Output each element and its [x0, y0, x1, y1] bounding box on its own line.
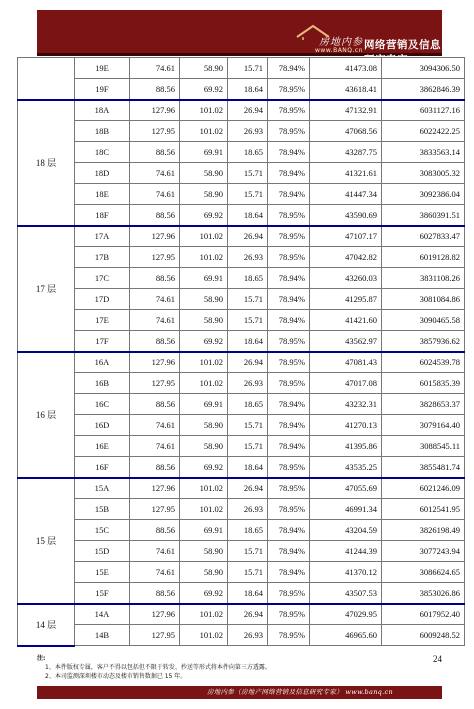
value-cell: 3083005.32: [382, 163, 465, 184]
table-row: [18, 58, 465, 79]
value-cell: 18.64: [228, 583, 268, 604]
value-cell: 58.90: [180, 436, 228, 457]
value-cell: 3079164.40: [382, 415, 465, 436]
value-cell: 6009248.52: [382, 625, 465, 646]
header-title: 网络营销及信息研究专家: [364, 39, 441, 66]
table-row: [18, 121, 465, 142]
value-cell: 78.95%: [268, 457, 310, 478]
table-row: [18, 604, 465, 625]
unit-cell: 16C: [75, 394, 130, 415]
floor-label: 15 层: [18, 478, 75, 604]
value-cell: 3094306.50: [382, 58, 465, 79]
unit-cell: 18F: [75, 205, 130, 226]
value-cell: 3092386.04: [382, 184, 465, 205]
value-cell: 78.94%: [268, 58, 310, 79]
value-cell: 3090465.58: [382, 310, 465, 331]
value-cell: 41370.12: [310, 562, 382, 583]
unit-cell: 16B: [75, 373, 130, 394]
value-cell: 78.94%: [268, 163, 310, 184]
value-cell: 46991.34: [310, 499, 382, 520]
value-cell: 78.94%: [268, 394, 310, 415]
value-cell: 78.95%: [268, 331, 310, 352]
unit-cell: 17E: [75, 310, 130, 331]
value-cell: 88.56: [130, 520, 180, 541]
unit-cell: 17A: [75, 226, 130, 247]
value-cell: 47132.91: [310, 100, 382, 121]
value-cell: 78.95%: [268, 100, 310, 121]
value-cell: 3831108.26: [382, 268, 465, 289]
value-cell: 78.95%: [268, 478, 310, 499]
value-cell: 69.92: [180, 331, 228, 352]
value-cell: 78.94%: [268, 541, 310, 562]
floor-label: 18 层: [18, 100, 75, 226]
value-cell: 15.71: [228, 562, 268, 583]
value-cell: 78.95%: [268, 625, 310, 646]
value-cell: 78.95%: [268, 226, 310, 247]
notes-line-1: 1、本件版权专属，客户不得以包括但不限于转发、抄送等形式将本件向第三方透露。: [45, 664, 271, 671]
value-cell: 3853026.86: [382, 583, 465, 604]
value-cell: 78.95%: [268, 121, 310, 142]
unit-cell: 17D: [75, 289, 130, 310]
value-cell: 69.91: [180, 142, 228, 163]
value-cell: 26.93: [228, 121, 268, 142]
value-cell: 58.90: [180, 289, 228, 310]
value-cell: 18.65: [228, 394, 268, 415]
value-cell: 15.71: [228, 58, 268, 79]
unit-cell: 16F: [75, 457, 130, 478]
table-row: [18, 268, 465, 289]
value-cell: 74.61: [130, 184, 180, 205]
value-cell: 41447.34: [310, 184, 382, 205]
table-row: [18, 394, 465, 415]
unit-cell: 15A: [75, 478, 130, 499]
value-cell: 3828653.37: [382, 394, 465, 415]
value-cell: 74.61: [130, 163, 180, 184]
notes-line-2: 2、本司监测深圳楼市动态及楼市销售数据已 15 年。: [45, 673, 187, 680]
value-cell: 101.02: [180, 121, 228, 142]
value-cell: 88.56: [130, 331, 180, 352]
value-cell: 101.02: [180, 604, 228, 625]
table-row: [18, 436, 465, 457]
table-row: [18, 352, 465, 373]
value-cell: 101.02: [180, 478, 228, 499]
unit-cell: 18D: [75, 163, 130, 184]
table-body: [18, 58, 465, 646]
unit-cell: 18B: [75, 121, 130, 142]
footer-bar: 房地内参（房地产网络营销及信息研究专家） www.banq.cn: [37, 686, 442, 699]
value-cell: 3086624.65: [382, 562, 465, 583]
value-cell: 78.94%: [268, 310, 310, 331]
value-cell: 6017952.40: [382, 604, 465, 625]
value-cell: 78.94%: [268, 415, 310, 436]
value-cell: 15.71: [228, 310, 268, 331]
value-cell: 58.90: [180, 541, 228, 562]
value-cell: 18.65: [228, 520, 268, 541]
value-cell: 78.95%: [268, 373, 310, 394]
value-cell: 41244.39: [310, 541, 382, 562]
unit-cell: 15F: [75, 583, 130, 604]
value-cell: 26.93: [228, 625, 268, 646]
value-cell: 26.93: [228, 499, 268, 520]
value-cell: 43590.69: [310, 205, 382, 226]
value-cell: 101.02: [180, 247, 228, 268]
value-cell: 78.95%: [268, 247, 310, 268]
value-cell: 26.94: [228, 352, 268, 373]
value-cell: 58.90: [180, 310, 228, 331]
value-cell: 26.94: [228, 226, 268, 247]
value-cell: 88.56: [130, 268, 180, 289]
table-row: [18, 583, 465, 604]
unit-cell: 17F: [75, 331, 130, 352]
value-cell: 47055.69: [310, 478, 382, 499]
value-cell: 6027833.47: [382, 226, 465, 247]
value-cell: 43562.97: [310, 331, 382, 352]
table-row: [18, 499, 465, 520]
value-cell: 26.93: [228, 373, 268, 394]
value-cell: 3826198.49: [382, 520, 465, 541]
price-table: [17, 57, 465, 647]
value-cell: 127.95: [130, 625, 180, 646]
value-cell: 88.56: [130, 142, 180, 163]
value-cell: 43287.75: [310, 142, 382, 163]
unit-cell: 16A: [75, 352, 130, 373]
value-cell: 69.91: [180, 520, 228, 541]
table-row: [18, 562, 465, 583]
value-cell: 3862846.39: [382, 79, 465, 100]
value-cell: 127.96: [130, 226, 180, 247]
unit-cell: 16E: [75, 436, 130, 457]
value-cell: 3088545.11: [382, 436, 465, 457]
floor-cell: [18, 58, 75, 100]
table-row: [18, 331, 465, 352]
value-cell: 69.91: [180, 268, 228, 289]
value-cell: 3855481.74: [382, 457, 465, 478]
value-cell: 26.94: [228, 100, 268, 121]
value-cell: 127.96: [130, 100, 180, 121]
value-cell: 18.64: [228, 331, 268, 352]
value-cell: 15.71: [228, 289, 268, 310]
value-cell: 26.94: [228, 604, 268, 625]
unit-cell: 16D: [75, 415, 130, 436]
value-cell: 47068.56: [310, 121, 382, 142]
value-cell: 101.02: [180, 352, 228, 373]
table-row: [18, 142, 465, 163]
value-cell: 58.90: [180, 184, 228, 205]
value-cell: 78.94%: [268, 268, 310, 289]
value-cell: 74.61: [130, 541, 180, 562]
value-cell: 58.90: [180, 163, 228, 184]
value-cell: 41270.13: [310, 415, 382, 436]
value-cell: 78.94%: [268, 436, 310, 457]
table-row: [18, 205, 465, 226]
unit-cell: 14B: [75, 625, 130, 646]
table-row: [18, 289, 465, 310]
value-cell: 88.56: [130, 457, 180, 478]
value-cell: 127.96: [130, 478, 180, 499]
table-row: [18, 184, 465, 205]
table-row: [18, 478, 465, 499]
value-cell: 101.02: [180, 499, 228, 520]
value-cell: 47017.08: [310, 373, 382, 394]
table-row: [18, 373, 465, 394]
header-banner: [37, 10, 442, 66]
table-row: [18, 457, 465, 478]
floor-label: 14 层: [18, 604, 75, 646]
value-cell: 15.71: [228, 541, 268, 562]
value-cell: 127.95: [130, 499, 180, 520]
value-cell: 78.95%: [268, 604, 310, 625]
value-cell: 74.61: [130, 289, 180, 310]
value-cell: 78.94%: [268, 184, 310, 205]
table-row: [18, 163, 465, 184]
value-cell: 69.91: [180, 394, 228, 415]
table-row: [18, 415, 465, 436]
value-cell: 127.96: [130, 604, 180, 625]
value-cell: 43260.03: [310, 268, 382, 289]
value-cell: 78.94%: [268, 289, 310, 310]
table-row: [18, 247, 465, 268]
unit-cell: 17C: [75, 268, 130, 289]
value-cell: 127.95: [130, 121, 180, 142]
page-number: 24: [433, 654, 442, 664]
notes-title: 注:: [37, 655, 46, 662]
value-cell: 74.61: [130, 562, 180, 583]
value-cell: 47107.17: [310, 226, 382, 247]
value-cell: 88.56: [130, 205, 180, 226]
value-cell: 47081.43: [310, 352, 382, 373]
unit-cell: 15D: [75, 541, 130, 562]
value-cell: 15.71: [228, 184, 268, 205]
unit-cell: 17B: [75, 247, 130, 268]
value-cell: 18.65: [228, 268, 268, 289]
value-cell: 78.95%: [268, 79, 310, 100]
value-cell: 3833563.14: [382, 142, 465, 163]
unit-cell: 19E: [75, 58, 130, 79]
table-row: [18, 625, 465, 646]
value-cell: 15.71: [228, 436, 268, 457]
value-cell: 101.02: [180, 100, 228, 121]
value-cell: 78.94%: [268, 142, 310, 163]
value-cell: 41395.86: [310, 436, 382, 457]
value-cell: 74.61: [130, 436, 180, 457]
value-cell: 15.71: [228, 163, 268, 184]
value-cell: 46965.60: [310, 625, 382, 646]
value-cell: 78.94%: [268, 520, 310, 541]
unit-cell: 19F: [75, 79, 130, 100]
value-cell: 78.95%: [268, 205, 310, 226]
unit-cell: 18A: [75, 100, 130, 121]
unit-cell: 14A: [75, 604, 130, 625]
value-cell: 88.56: [130, 394, 180, 415]
table-row: [18, 100, 465, 121]
value-cell: 78.94%: [268, 562, 310, 583]
value-cell: 74.61: [130, 58, 180, 79]
table-row: [18, 79, 465, 100]
value-cell: 78.95%: [268, 352, 310, 373]
value-cell: 43618.41: [310, 79, 382, 100]
value-cell: 43204.59: [310, 520, 382, 541]
unit-cell: 18E: [75, 184, 130, 205]
value-cell: 26.94: [228, 478, 268, 499]
value-cell: 43535.25: [310, 457, 382, 478]
value-cell: 58.90: [180, 562, 228, 583]
value-cell: 18.64: [228, 457, 268, 478]
value-cell: 101.02: [180, 625, 228, 646]
value-cell: 6021246.09: [382, 478, 465, 499]
value-cell: 41473.08: [310, 58, 382, 79]
value-cell: 41321.61: [310, 163, 382, 184]
value-cell: 3077243.94: [382, 541, 465, 562]
value-cell: 58.90: [180, 415, 228, 436]
value-cell: 6022422.25: [382, 121, 465, 142]
value-cell: 88.56: [130, 583, 180, 604]
value-cell: 69.92: [180, 457, 228, 478]
value-cell: 101.02: [180, 373, 228, 394]
value-cell: 6031127.16: [382, 100, 465, 121]
value-cell: 26.93: [228, 247, 268, 268]
table-row: [18, 226, 465, 247]
value-cell: 69.92: [180, 205, 228, 226]
unit-cell: 15C: [75, 520, 130, 541]
value-cell: 3857936.62: [382, 331, 465, 352]
value-cell: 3860391.51: [382, 205, 465, 226]
value-cell: 127.95: [130, 373, 180, 394]
value-cell: 74.61: [130, 310, 180, 331]
value-cell: 43232.31: [310, 394, 382, 415]
value-cell: 6019128.82: [382, 247, 465, 268]
value-cell: 101.02: [180, 226, 228, 247]
table-row: [18, 520, 465, 541]
value-cell: 3081084.86: [382, 289, 465, 310]
value-cell: 69.92: [180, 583, 228, 604]
value-cell: 6024539.78: [382, 352, 465, 373]
brand-name: 房地内参: [319, 37, 363, 48]
table-row: [18, 541, 465, 562]
value-cell: 18.65: [228, 142, 268, 163]
value-cell: 78.95%: [268, 499, 310, 520]
value-cell: 127.95: [130, 247, 180, 268]
floor-label: 17 层: [18, 226, 75, 352]
value-cell: 41295.87: [310, 289, 382, 310]
value-cell: 58.90: [180, 58, 228, 79]
value-cell: 69.92: [180, 79, 228, 100]
floor-label: 16 层: [18, 352, 75, 478]
value-cell: 18.64: [228, 205, 268, 226]
value-cell: 47042.82: [310, 247, 382, 268]
value-cell: 88.56: [130, 79, 180, 100]
value-cell: 78.95%: [268, 583, 310, 604]
value-cell: 6012541.95: [382, 499, 465, 520]
value-cell: 127.96: [130, 352, 180, 373]
value-cell: 47029.95: [310, 604, 382, 625]
value-cell: 15.71: [228, 415, 268, 436]
value-cell: 41421.60: [310, 310, 382, 331]
value-cell: 18.64: [228, 79, 268, 100]
value-cell: 6015835.39: [382, 373, 465, 394]
value-cell: 43507.53: [310, 583, 382, 604]
table-row: [18, 310, 465, 331]
value-cell: 74.61: [130, 415, 180, 436]
brand-url: www.BANQ.cn: [315, 47, 364, 54]
unit-cell: 15B: [75, 499, 130, 520]
unit-cell: 18C: [75, 142, 130, 163]
unit-cell: 15E: [75, 562, 130, 583]
